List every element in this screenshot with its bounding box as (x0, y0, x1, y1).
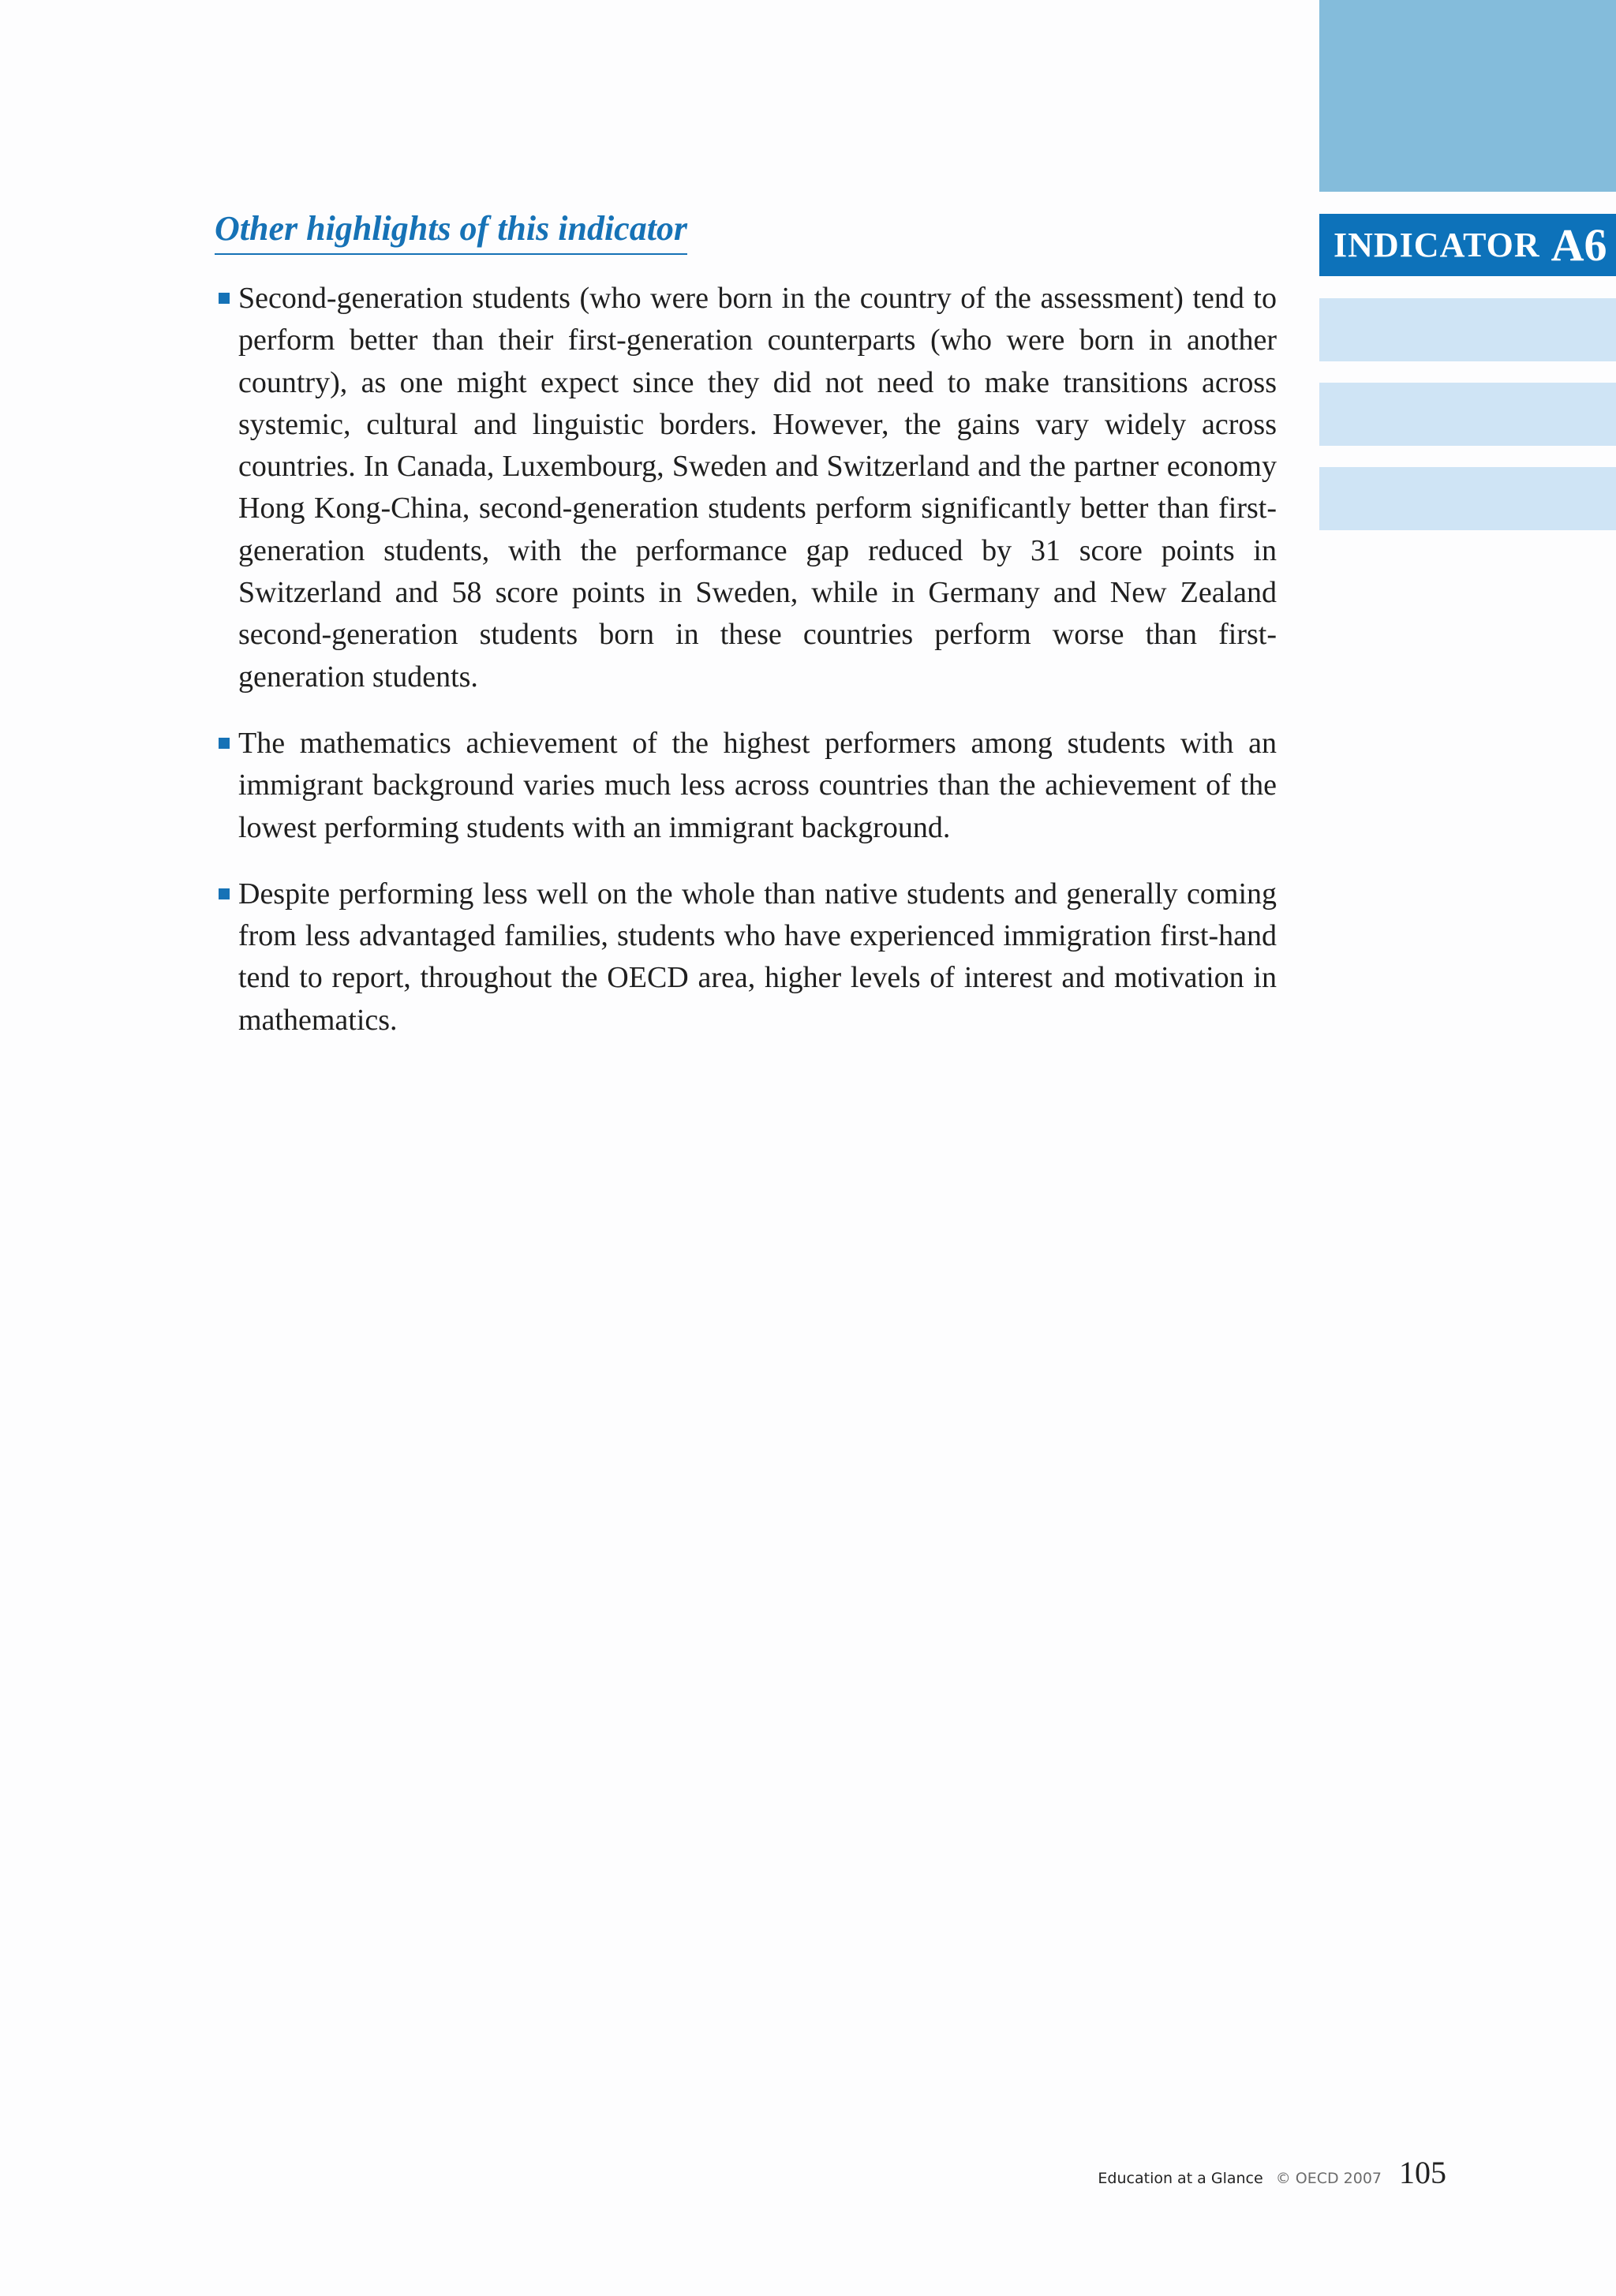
page-number: 105 (1399, 2155, 1446, 2190)
page-footer (1098, 2154, 1446, 2191)
highlights-list (215, 278, 1277, 1066)
indicator-label: INDICATOR (1334, 226, 1540, 264)
copyright-notice: © OECD 2007 (1275, 2170, 1382, 2187)
side-color-block (1319, 0, 1616, 192)
highlight-text: Despite performing less well on the whole than native students and generally coming from less advantaged families, students who have experienced immigration first-hand tend to report, throughout the OECD area, higher levels of interest and motivation in mathematics. (238, 877, 1277, 1037)
indicator-tab (1319, 214, 1616, 276)
square-bullet-icon (219, 738, 230, 749)
section-title: Other highlights of this indicator (215, 208, 687, 255)
indicator-code: A6 (1551, 219, 1607, 271)
side-band-2 (1319, 383, 1616, 446)
side-band-1 (1319, 298, 1616, 361)
highlight-item (215, 873, 1277, 1041)
publication-title: Education at a Glance (1098, 2170, 1263, 2187)
square-bullet-icon (219, 293, 230, 304)
highlight-text: The mathematics achievement of the highest performers among students with an immigrant background varies much less across countries than the achievement of the lowest performing students with an immigrant background. (238, 726, 1277, 844)
highlight-item (215, 723, 1277, 849)
highlight-text: Second-generation students (who were born in the country of the assessment) tend to perform better than their first-generation counterparts (who were born in another country), as one might expect since they did not need to make transitions across systemic, cultural and linguistic borders. However, the gains vary widely across countries. In Canada, Luxembourg, Sweden and Switzerland and the partner economy Hong Kong-China, second-generation students perform significantly better than first-generation students, with the performance gap reduced by 31 score points in Switzerland and 58 score points in Sweden, while in Germany and New Zealand second-generation students born in these countries perform worse than first-generation students. (238, 282, 1277, 694)
square-bullet-icon (219, 888, 230, 899)
highlight-item (215, 278, 1277, 698)
side-band-3 (1319, 467, 1616, 530)
